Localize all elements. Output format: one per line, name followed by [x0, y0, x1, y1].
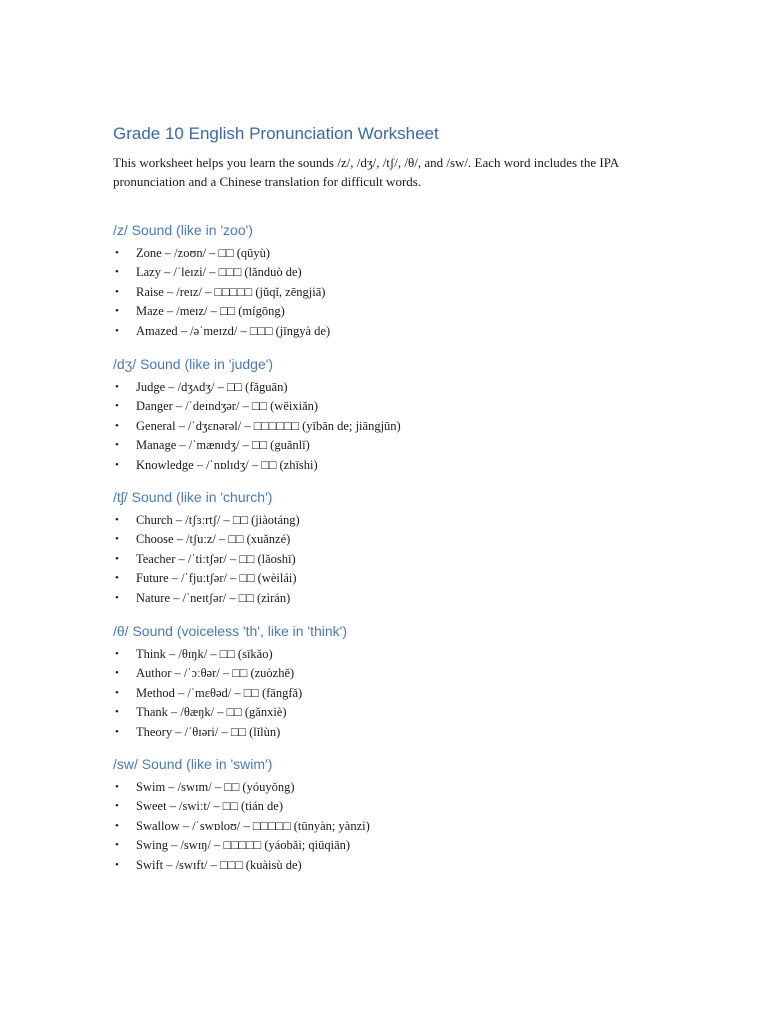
list-item	[113, 302, 330, 321]
list-item	[113, 283, 330, 302]
list-item	[113, 817, 370, 836]
list-item	[113, 436, 401, 455]
bullet-icon: •	[115, 819, 119, 832]
section-heading: /tʃ/ Sound (like in 'church')	[113, 489, 273, 505]
list-item	[113, 530, 300, 549]
word-entry-text: Thank – /θæŋk/ – □□ (gǎnxiè)	[136, 705, 287, 720]
section-4	[113, 755, 370, 875]
list-item	[113, 723, 347, 742]
bullet-icon: •	[115, 514, 119, 526]
bullet-icon: •	[115, 400, 119, 413]
word-entry-text: Maze – /meɪz/ – □□ (mígōng)	[136, 304, 285, 319]
word-entry-text: Future – /ˈfjuːtʃər/ – □□ (wèilái)	[136, 571, 297, 586]
word-entry-text: Nature – /ˈneɪtʃər/ – □□ (zìrán)	[136, 590, 291, 605]
bullet-icon: •	[115, 839, 119, 852]
bullet-icon: •	[115, 552, 119, 565]
section-0	[113, 221, 330, 341]
word-list	[113, 244, 330, 341]
word-list	[113, 778, 370, 875]
bullet-icon: •	[115, 800, 119, 813]
list-item	[113, 797, 370, 816]
bullet-icon: •	[115, 591, 119, 604]
word-list	[113, 645, 347, 742]
bullet-icon: •	[115, 858, 119, 871]
bullet-icon: •	[115, 458, 119, 471]
bullet-icon: •	[115, 706, 119, 719]
word-entry-text: Swallow – /ˈswɒloʊ/ – □□□□□ (tūnyàn; yànzi)	[136, 818, 370, 833]
word-entry-text: Method – /ˈmɛθəd/ – □□ (fāngfǎ)	[136, 685, 303, 700]
list-item	[113, 569, 300, 588]
bullet-icon: •	[115, 305, 119, 318]
list-item	[113, 417, 401, 436]
word-entry-text: Author – /ˈɔːθər/ – □□ (zuòzhě)	[136, 666, 295, 681]
list-item	[113, 856, 370, 875]
word-entry-text: Knowledge – /ˈnɒlɪdʒ/ – □□ (zhīshi)	[136, 457, 318, 472]
list-item	[113, 322, 330, 341]
list-item	[113, 703, 347, 722]
bullet-icon: •	[115, 247, 119, 259]
word-entry-text: Manage – /ˈmænɪdʒ/ – □□ (guǎnlǐ)	[136, 438, 310, 453]
list-item	[113, 684, 347, 703]
word-entry-text: Lazy – /ˈleɪzi/ – □□□ (lǎnduò de)	[136, 265, 302, 280]
bullet-icon: •	[115, 648, 119, 660]
bullet-icon: •	[115, 419, 119, 432]
word-entry-text: Danger – /ˈdeɪndʒər/ – □□ (wēixiǎn)	[136, 399, 319, 414]
word-entry-text: Zone – /zoʊn/ – □□ (qūyù)	[136, 246, 271, 260]
list-item	[113, 836, 370, 855]
word-entry-text: Amazed – /əˈmeɪzd/ – □□□ (jīngyà de)	[136, 323, 331, 338]
bullet-icon: •	[115, 324, 119, 337]
document-title: Grade 10 English Pronunciation Worksheet	[113, 124, 439, 143]
word-entry-text: Swift – /swɪft/ – □□□ (kuàisù de)	[136, 857, 302, 872]
word-entry-text: Raise – /reɪz/ – □□□□□ (jǔqǐ, zēngjiā)	[136, 284, 326, 299]
word-entry-text: Swim – /swɪm/ – □□ (yóuyǒng)	[136, 780, 295, 794]
word-entry-text: Judge – /dʒʌdʒ/ – □□ (fǎguān)	[136, 380, 288, 394]
bullet-icon: •	[115, 725, 119, 738]
word-entry-text: General – /ˈdʒɛnərəl/ – □□□□□□ (yībān de; jiāngjūn)	[136, 418, 401, 433]
word-entry-text: Swing – /swɪŋ/ – □□□□□ (yáobǎi; qiūqiān)	[136, 838, 351, 853]
intro-paragraph: This worksheet helps you learn the sounds /z/, /dʒ/, /tʃ/, /θ/, and /sw/. Each word includes the IPA pronunciation and a Chinese translation for difficult words.	[113, 155, 619, 189]
word-entry-text: Church – /tʃɜːrtʃ/ – □□ (jiàotáng)	[136, 513, 300, 527]
list-item	[113, 589, 300, 608]
list-item	[113, 456, 401, 475]
word-entry-text: Teacher – /ˈtiːtʃər/ – □□ (lǎoshī)	[136, 551, 296, 566]
word-list	[113, 511, 300, 608]
list-item	[113, 645, 347, 664]
word-entry-text: Sweet – /swiːt/ – □□ (tián de)	[136, 799, 284, 814]
bullet-icon: •	[115, 439, 119, 452]
bullet-icon: •	[115, 572, 119, 585]
bullet-icon: •	[115, 533, 119, 546]
list-item	[113, 244, 330, 263]
word-entry-text: Theory – /ˈθɪəri/ – □□ (lǐlùn)	[136, 724, 281, 739]
bullet-icon: •	[115, 381, 119, 393]
list-item	[113, 778, 370, 797]
list-item	[113, 397, 401, 416]
section-heading: /sw/ Sound (like in 'swim')	[113, 756, 273, 772]
list-item	[113, 550, 300, 569]
list-item	[113, 263, 330, 282]
bullet-icon: •	[115, 667, 119, 680]
bullet-icon: •	[115, 285, 119, 298]
list-item	[113, 511, 300, 530]
worksheet-page	[113, 124, 633, 872]
word-entry-text: Think – /θɪŋk/ – □□ (sīkǎo)	[136, 647, 273, 661]
word-list	[113, 378, 401, 475]
list-item	[113, 664, 347, 683]
bullet-icon: •	[115, 781, 119, 793]
section-1	[113, 355, 401, 475]
section-3	[113, 622, 347, 742]
section-heading: /z/ Sound (like in 'zoo')	[113, 222, 253, 238]
bullet-icon: •	[115, 266, 119, 279]
section-2	[113, 488, 300, 608]
section-heading: /θ/ Sound (voiceless 'th', like in 'think')	[113, 623, 348, 639]
bullet-icon: •	[115, 686, 119, 699]
section-heading: /dʒ/ Sound (like in 'judge')	[113, 356, 274, 372]
word-entry-text: Choose – /tʃuːz/ – □□ (xuǎnzé)	[136, 532, 291, 547]
list-item	[113, 378, 401, 397]
